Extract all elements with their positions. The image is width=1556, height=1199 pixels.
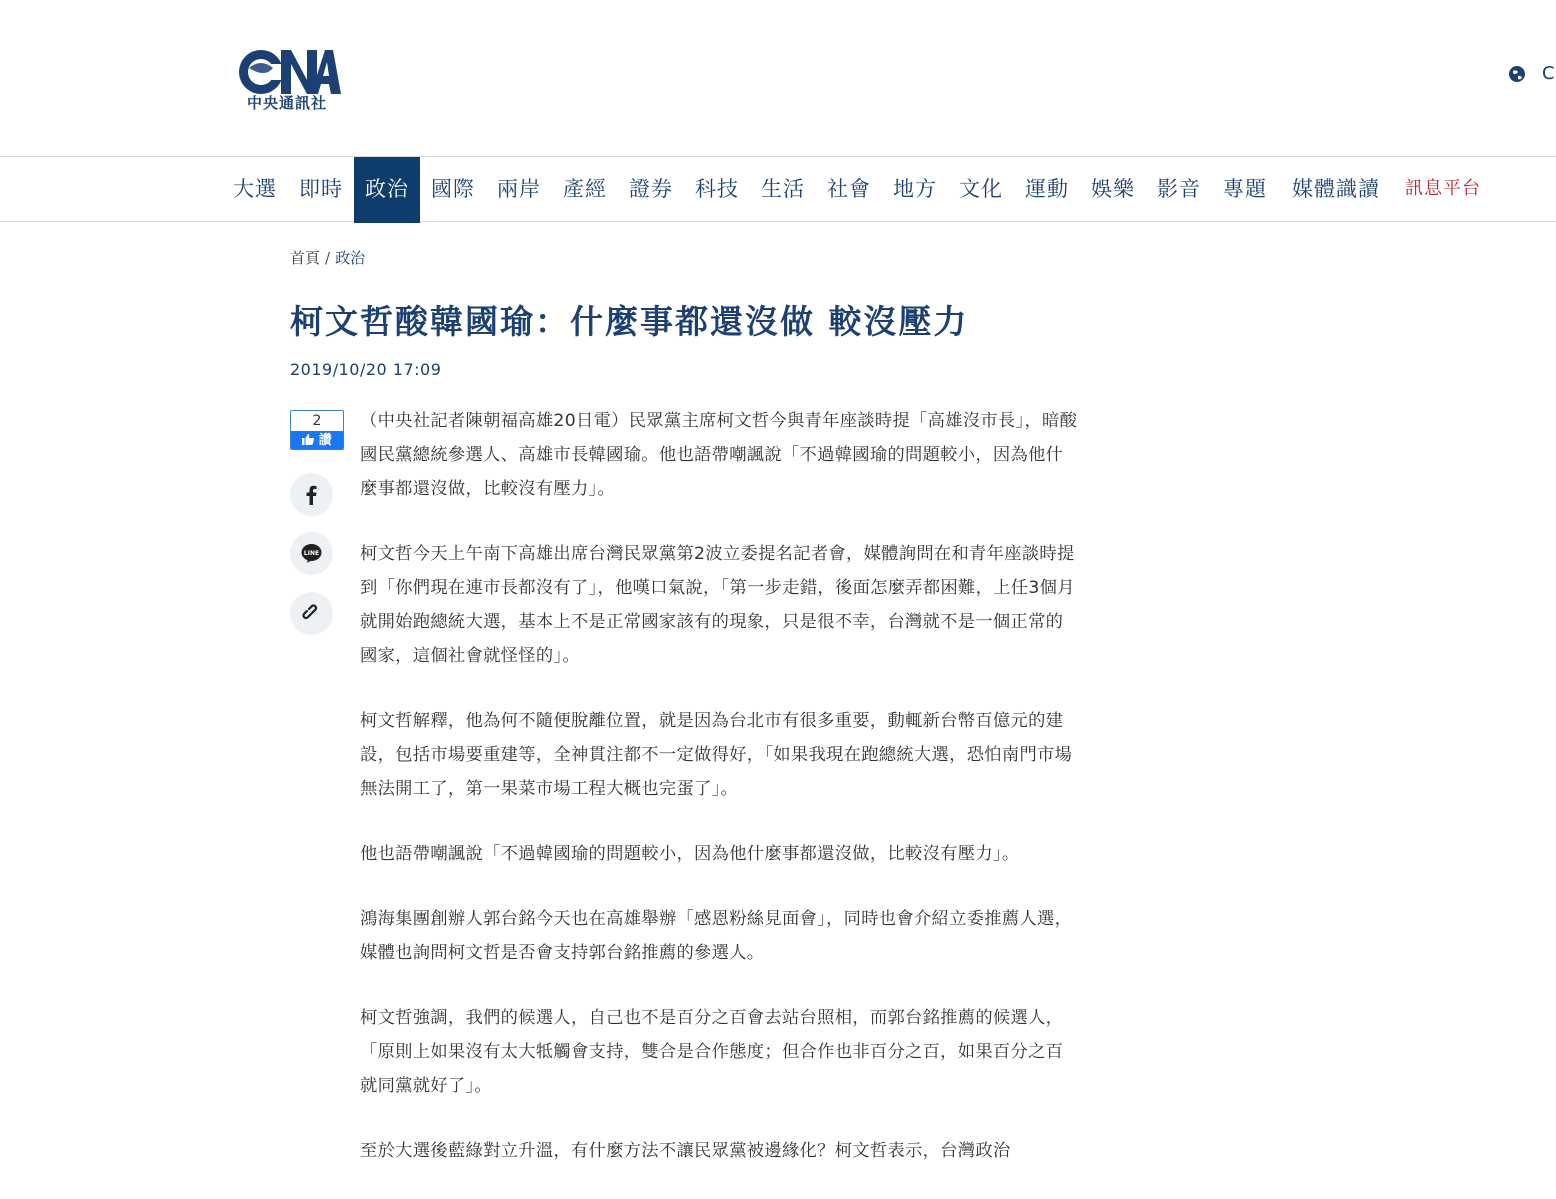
site-header (0, 0, 1556, 156)
nav-item-media-literacy[interactable]: 媒體識讀 (1292, 177, 1380, 201)
nav-item-sports[interactable]: 運動 (1025, 177, 1069, 201)
nav-item-politics[interactable]: 政治 (354, 157, 420, 223)
facebook-icon (301, 484, 322, 505)
breadcrumb-home[interactable]: 首頁 (290, 249, 321, 267)
nav-item-culture[interactable]: 文化 (959, 177, 1003, 201)
like-count: 2 (291, 411, 343, 431)
nav-item-international[interactable]: 國際 (431, 177, 475, 201)
link-icon (301, 603, 322, 624)
copy-link-button[interactable] (290, 592, 333, 635)
like-label: 讚 (318, 433, 332, 448)
nav-item-realtime[interactable]: 即時 (299, 177, 343, 201)
article-paragraph: 他也語帶嘲諷說「不過韓國瑜的問題較小，因為他什麼事都還沒做，比較沒有壓力」。 (360, 844, 1020, 864)
nav-item-life[interactable]: 生活 (761, 177, 805, 201)
article-body (360, 404, 1080, 1199)
nav-item-video[interactable]: 影音 (1157, 177, 1201, 201)
breadcrumb-separator: / (325, 249, 331, 267)
nav-item-election[interactable]: 大選 (233, 177, 277, 201)
article-paragraph: 鴻海集團創辦人郭台銘今天也在高雄舉辦「感恩粉絲見面會」，同時也會介紹立委推薦人選，媒體也詢問柯文哲是否會支持郭台銘推薦的參選人。 (360, 909, 1073, 963)
nav-item-tech[interactable]: 科技 (695, 177, 739, 201)
nav-item-stocks[interactable]: 證券 (629, 177, 673, 201)
globe-icon[interactable] (1508, 65, 1526, 83)
nav-item-society[interactable]: 社會 (827, 177, 871, 201)
line-icon (301, 543, 322, 564)
nav-item-cross-strait[interactable]: 兩岸 (497, 177, 541, 201)
article-paragraph: 柯文哲強調，我們的候選人，自己也不是百分之百會去站台照相，而郭台銘推薦的候選人，「原則上如果沒有太大牴觸會支持，雙合是合作態度；但合作也非百分之百，如果百分之百就同黨就好了」。 (360, 1008, 1064, 1096)
language-switch[interactable]: C (1542, 63, 1555, 84)
nav-item-features[interactable]: 專題 (1223, 177, 1267, 201)
article-paragraph: 至於大選後藍綠對立升溫，有什麼方法不讓民眾黨被邊緣化？柯文哲表示，台灣政治 (360, 1141, 1011, 1161)
thumbs-up-icon (302, 434, 314, 445)
article-date: 2019/10/20 17:09 (290, 360, 442, 379)
nav-item-economy[interactable]: 產經 (563, 177, 607, 201)
facebook-like-widget[interactable] (290, 410, 344, 450)
like-button[interactable] (291, 431, 343, 450)
line-icon-text: LINE (303, 549, 320, 557)
breadcrumb-current[interactable]: 政治 (335, 249, 366, 267)
logo-subtitle: 中央通訊社 (247, 94, 328, 112)
nav-item-local[interactable]: 地方 (893, 177, 937, 201)
nav-item-entertainment[interactable]: 娛樂 (1091, 177, 1135, 201)
share-facebook-button[interactable] (290, 473, 333, 516)
main-nav (0, 156, 1556, 222)
article-paragraph: （中央社記者陳朝福高雄20日電）民眾黨主席柯文哲今與青年座談時提「高雄沒市長」，暗酸國民黨總統參選人、高雄市長韓國瑜。他也語帶嘲諷說「不過韓國瑜的問題較小，因為他什麼事都還沒做，比較沒有壓力」。 (360, 411, 1078, 499)
article-title: 柯文哲酸韓國瑜：什麼事都還沒做 較沒壓力 (290, 302, 969, 341)
breadcrumb (290, 247, 365, 268)
nav-item-info-platform[interactable]: 訊息平台 (1405, 178, 1481, 199)
article-paragraph: 柯文哲今天上午南下高雄出席台灣民眾黨第2波立委提名記者會，媒體詢問在和青年座談時提到「你們現在連市長都沒有了」，他嘆口氣說，「第一步走錯，後面怎麼弄都困難，上任3個月就開始跑總統大選，基本上不是正常國家該有的現象，只是很不幸，台灣就不是一個正常的國家，這個社會就怪怪的」。 (360, 544, 1075, 666)
share-line-button[interactable] (290, 532, 333, 575)
article-paragraph: 柯文哲解釋，他為何不隨便脫離位置，就是因為台北市有很多重要，動輒新台幣百億元的建設，包括市場要重建等，全神貫注都不一定做得好，「如果我現在跑總統大選，恐怕南門市場無法開工了，第一果菜市場工程大概也完蛋了」。 (360, 711, 1073, 799)
